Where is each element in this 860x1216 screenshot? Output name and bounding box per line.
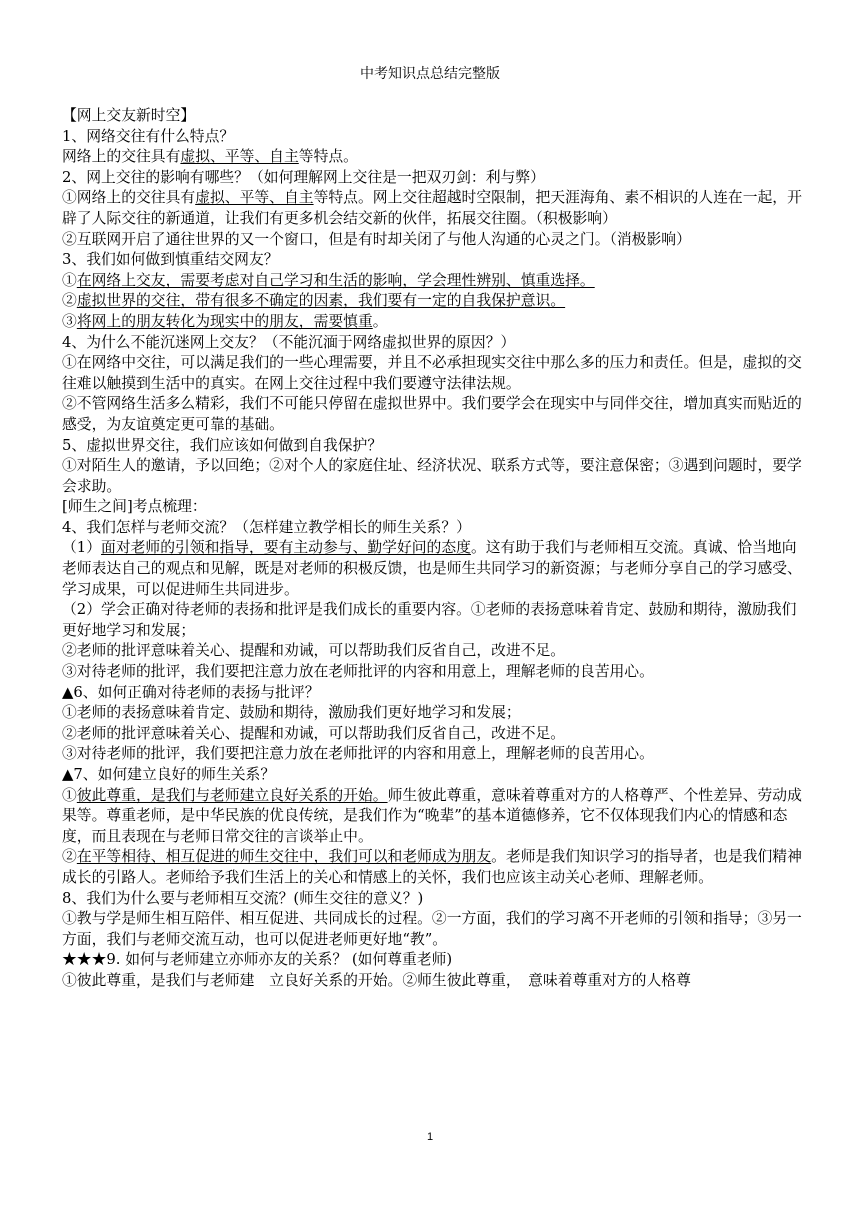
text-run: 4、为什么不能沉迷网上交友？（不能沉湎于网络虚拟世界的原因？） bbox=[62, 333, 516, 351]
text-run: 师生彼此尊重，意味着尊重对方的人格尊严、个性差异、劳动成果等。尊重老师，是中华民族的优良传统，是我们作为“晚辈”的基本道德修养，它不仅体现我们内心的情感和态度，而且表现在与老师日常交往的言谈举止中。 bbox=[62, 786, 802, 845]
page-title: 中考知识点总结完整版 bbox=[360, 66, 500, 82]
body-paragraph bbox=[62, 394, 802, 435]
text-run: 。老师是我们知识学习的指导者，也是我们精神成长的引路人。老师给予我们生活上的关心和情感上的关怀，我们也应该主动关心老师、理解老师。 bbox=[62, 848, 802, 886]
text-run: 。 bbox=[372, 312, 388, 330]
underlined-text: 在平等相待、相互促进的师生交往中，我们可以和老师成为朋友 bbox=[76, 848, 492, 866]
text-run: ① bbox=[62, 786, 77, 804]
text-run: 3、我们如何做到慎重结交网友？ bbox=[62, 251, 279, 269]
body-paragraph bbox=[62, 497, 802, 518]
text-run: ①网络上的交往具有 bbox=[62, 189, 196, 207]
body-paragraph bbox=[62, 641, 802, 662]
text-run: （2）学会正确对待老师的表扬和批评是我们成长的重要内容。①老师的表扬意味着肯定、鼓励和期待，激励我们更好地学习和发展； bbox=[62, 601, 797, 639]
text-run: ▲6、如何正确对待老师的表扬与批评？ bbox=[62, 683, 320, 701]
text-run: ①老师的表扬意味着肯定、鼓励和期待，激励我们更好地学习和发展； bbox=[62, 704, 521, 722]
body-paragraph bbox=[62, 188, 802, 229]
body-paragraph bbox=[62, 662, 802, 683]
text-run: ①对陌生人的邀请，予以回绝；②对个人的家庭住址、经济状况、联系方式等，要注意保密；③遇到问题时，要学会求助。 bbox=[62, 457, 802, 495]
body-paragraph bbox=[62, 950, 802, 971]
text-run: 等特点。 bbox=[298, 148, 358, 166]
body-paragraph bbox=[62, 127, 802, 148]
body-paragraph bbox=[62, 271, 802, 292]
text-run: ② bbox=[62, 848, 77, 866]
text-run: ③对待老师的批评，我们要把注意力放在老师批评的内容和用意上，理解老师的良苦用心。 bbox=[62, 745, 654, 763]
body-paragraph bbox=[62, 765, 802, 786]
text-run: ②互联网开启了通往世界的又一个窗口，但是有时却关闭了与他人沟通的心灵之门。（消极影响） bbox=[62, 230, 691, 248]
underlined-text: 面对老师的引领和指导，要有主动参与、勤学好问的态度 bbox=[101, 539, 471, 557]
underlined-text: 彼此尊重，是我们与老师建立良好关系的开始。 bbox=[76, 786, 388, 804]
body-paragraph bbox=[62, 230, 802, 251]
text-run: 4、我们怎样与老师交流？（怎样建立教学相长的师生关系？） bbox=[62, 518, 471, 536]
text-run: 1、网络交往有什么特点？ bbox=[62, 127, 235, 145]
text-run: （1） bbox=[62, 539, 102, 557]
body-paragraph bbox=[62, 353, 802, 394]
text-run: ② bbox=[62, 292, 77, 310]
body-paragraph bbox=[62, 518, 802, 539]
body-paragraph bbox=[62, 538, 802, 600]
body-paragraph bbox=[62, 744, 802, 765]
body-paragraph bbox=[62, 333, 802, 354]
body-paragraph bbox=[62, 971, 802, 992]
text-run: ②老师的批评意味着关心、提醒和劝诫，可以帮助我们反省自己，改进不足。 bbox=[62, 724, 566, 742]
body-paragraph bbox=[62, 600, 802, 641]
page-number: 1 bbox=[426, 1131, 434, 1143]
text-run: ②不管网络生活多么精彩，我们不可能只停留在虚拟世界中。我们要学会在现实中与同伴交往，增加真实而贴近的感受，为友谊奠定更可靠的基础。 bbox=[62, 395, 802, 433]
text-run: 8、我们为什么要与老师相互交流？(师生交往的意义？) bbox=[62, 889, 424, 907]
body-paragraph bbox=[62, 250, 802, 271]
body-paragraph bbox=[62, 312, 802, 333]
text-run: ① bbox=[62, 271, 77, 289]
body-paragraph bbox=[62, 847, 802, 888]
body-paragraph bbox=[62, 291, 802, 312]
text-run: 等特点。网上交往超越时空限制，把天涯海角、素不相识的人连在一起，开辟了人际交往的新通道，让我们有更多机会结交新的伙伴，拓展交往圈。（积极影响） bbox=[62, 189, 802, 227]
text-run: ①在网络中交往，可以满足我们的一些心理需要，并且不必承担现实交往中那么多的压力和责任。但是，虚拟的交往难以触摸到生活中的真实。在网上交往过程中我们要遵守法律法规。 bbox=[62, 354, 802, 392]
underlined-text: 虚拟、平等、自主 bbox=[180, 148, 299, 166]
underlined-text: 将网上的朋友转化为现实中的朋友，需要慎重 bbox=[76, 312, 373, 330]
body-paragraph bbox=[62, 889, 802, 910]
underlined-text: 在网络上交友，需要考虑对自己学习和生活的影响，学会理性辨别、慎重选择。 bbox=[76, 271, 595, 289]
underlined-text: 虚拟、平等、自主 bbox=[195, 189, 314, 207]
text-run: ③对待老师的批评，我们要把注意力放在老师批评的内容和用意上，理解老师的良苦用心。 bbox=[62, 663, 654, 681]
body-paragraph bbox=[62, 909, 802, 950]
body-paragraph bbox=[62, 436, 802, 457]
document-body bbox=[62, 106, 802, 992]
text-run: 。这有助于我们与老师相互交流。真诚、恰当地向老师表达自己的观点和见解，既是对老师的积极反馈，也是师生共同学习的新资源；与老师分享自己的学习感受、学习成果，可以促进师生共同进步。 bbox=[62, 539, 802, 598]
body-paragraph bbox=[62, 456, 802, 497]
text-run: ①教与学是师生相互陪伴、相互促进、共同成长的过程。②一方面，我们的学习离不开老师的引领和指导；③另一方面，我们与老师交流互动，也可以促进老师更好地“教”。 bbox=[62, 910, 802, 948]
body-paragraph bbox=[62, 106, 802, 127]
text-run: ★★★9. 如何与老师建立亦师亦友的关系？ (如何尊重老师) bbox=[62, 951, 453, 969]
text-run: 【网上交友新时空】 bbox=[62, 107, 196, 124]
body-paragraph bbox=[62, 786, 802, 848]
text-run: ②老师的批评意味着关心、提醒和劝诫，可以帮助我们反省自己，改进不足。 bbox=[62, 642, 566, 660]
underlined-text: 虚拟世界的交往，带有很多不确定的因素，我们要有一定的自我保护意识。 bbox=[76, 292, 566, 310]
text-run: ①彼此尊重，是我们与老师建 立良好关系的开始。②师生彼此尊重， 意味着尊重对方的人格尊 bbox=[62, 971, 691, 989]
body-paragraph bbox=[62, 147, 802, 168]
text-run: 网络上的交往具有 bbox=[62, 148, 181, 166]
body-paragraph bbox=[62, 683, 802, 704]
text-run: ▲7、如何建立良好的师生关系？ bbox=[62, 766, 276, 783]
text-run: ③ bbox=[62, 312, 77, 330]
body-paragraph bbox=[62, 724, 802, 745]
text-run: 5、虚拟世界交往，我们应该如何做到自我保护？ bbox=[62, 436, 383, 454]
text-run: [师生之间]考点梳理： bbox=[62, 498, 207, 516]
body-paragraph bbox=[62, 703, 802, 724]
text-run: 2、网上交往的影响有哪些？（如何理解网上交往是一把双刃剑：利与弊） bbox=[62, 168, 545, 186]
body-paragraph bbox=[62, 168, 802, 189]
